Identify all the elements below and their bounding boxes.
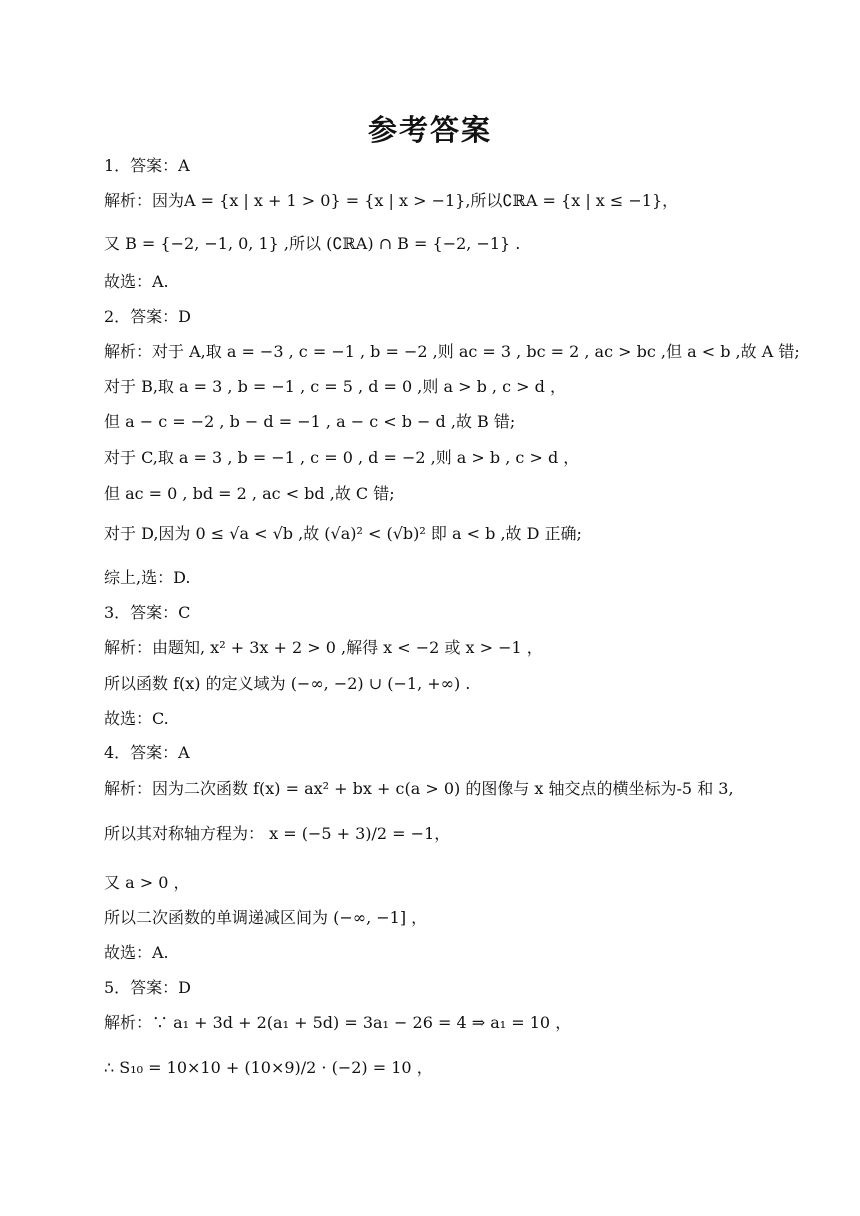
answer-4-line-3: 又 a > 0 ，: [104, 873, 190, 892]
answer-3-line-2: 所以函数 f(x) 的定义域为 (−∞, −2) ∪ (−1, +∞) .: [104, 674, 471, 693]
answer-4-conclusion: 故选：A.: [104, 943, 169, 962]
answer-2-line-5: 但 ac = 0 , bd = 2 , ac < bd ,故 C 错;: [104, 484, 395, 503]
answer-5-line-1: 解析：∵ a₁ + 3d + 2(a₁ + 5d) = 3a₁ − 26 = 4 ⇒ a₁ = 10 ，: [104, 1013, 572, 1032]
answer-2-conclusion: 综上,选：D.: [104, 568, 191, 587]
answer-1-conclusion: 故选：A.: [104, 272, 169, 291]
page-title: 参考答案: [367, 113, 492, 147]
answer-2-line-2: 对于 B,取 a = 3 , b = −1 , c = 5 , d = 0 ,则 a > b , c > d ，: [104, 377, 566, 396]
answer-4-line-4: 所以二次函数的单调递减区间为 (−∞, −1] ，: [104, 908, 428, 927]
answer-2-header: 2．答案：D: [104, 307, 192, 326]
answer-3-line-1: 解析：由题知, x² + 3x + 2 > 0 ,解得 x < −2 或 x > −1 ，: [104, 638, 543, 657]
answer-4-line-2: 所以其对称轴方程为： x = (−5 + 3)/2 = −1，: [104, 824, 451, 843]
answer-1-header: 1．答案：A: [104, 156, 190, 175]
answer-1-line-1: 解析：因为A = {x | x + 1 > 0} = {x | x > −1},所以∁ℝA = {x | x ≤ −1}，: [104, 191, 679, 210]
answer-2-line-1: 解析：对于 A,取 a = −3 , c = −1 , b = −2 ,则 ac = 3 , bc = 2 , ac > bc ,但 a < b ,故 A 错;: [104, 342, 800, 361]
answer-5-header: 5．答案：D: [104, 978, 192, 997]
answer-3-conclusion: 故选：C.: [104, 709, 169, 728]
answer-2-line-4: 对于 C,取 a = 3 , b = −1 , c = 0 , d = −2 ,则 a > b , c > d ，: [104, 448, 580, 467]
answer-5-line-2: ∴ S₁₀ = 10×10 + (10×9)/2 · (−2) = 10 ，: [104, 1058, 433, 1077]
answer-1-line-2: 又 B = {−2, −1, 0, 1} ,所以 (∁ℝA) ∩ B = {−2, −1} .: [104, 234, 521, 253]
answer-3-header: 3．答案：C: [104, 603, 191, 622]
answer-4-line-1: 解析：因为二次函数 f(x) = ax² + bx + c(a > 0) 的图像与 x 轴交点的横坐标为-5 和 3,: [104, 779, 734, 798]
answer-2-line-6: 对于 D,因为 0 ≤ √a < √b ,故 (√a)² < (√b)² 即 a < b ,故 D 正确;: [104, 524, 582, 543]
answer-2-line-3: 但 a − c = −2 , b − d = −1 , a − c < b − d ,故 B 错;: [104, 412, 516, 431]
answer-4-header: 4．答案：A: [104, 743, 190, 762]
